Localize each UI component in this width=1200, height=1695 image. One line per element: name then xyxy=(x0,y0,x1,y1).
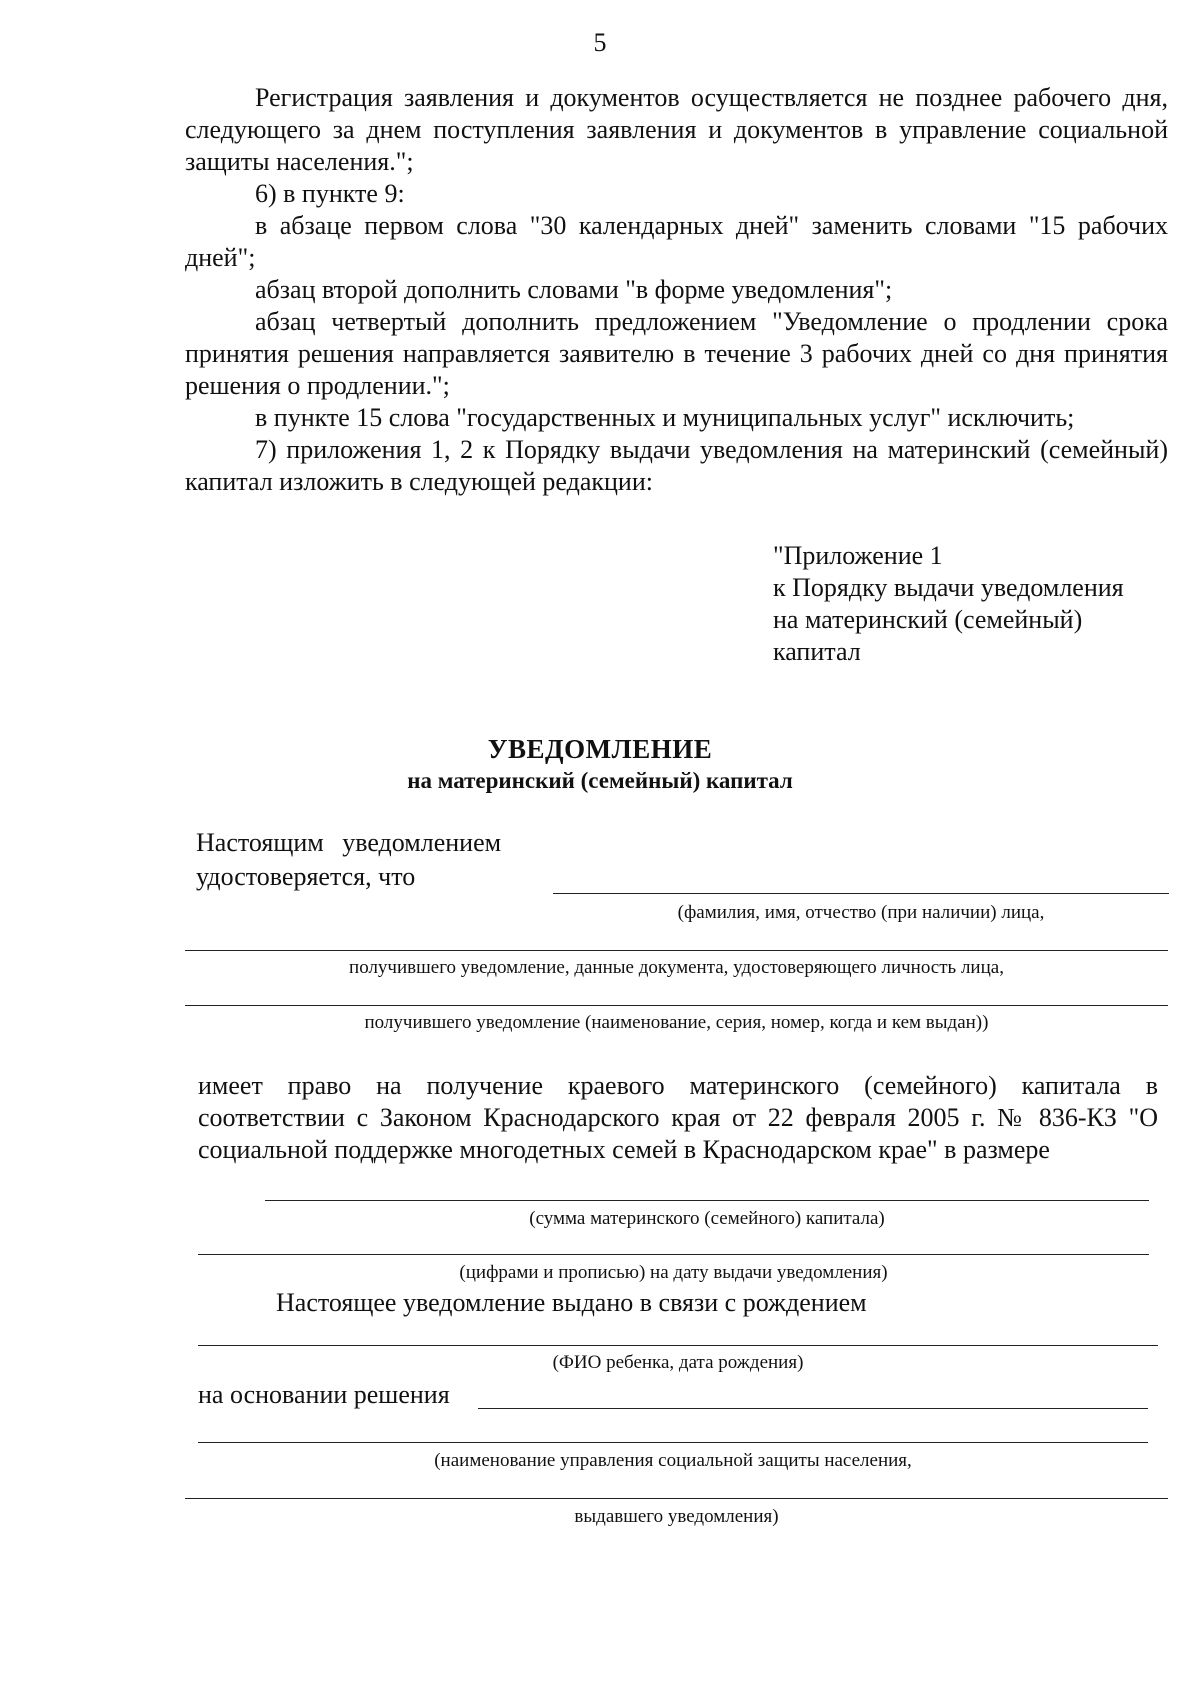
hint-sum: (сумма материнского (семейного) капитала) xyxy=(529,1208,885,1229)
body-text xyxy=(185,82,1168,498)
paragraph: абзац четвертый дополнить предложением "Уведомление о продлении срока принятия решения направляется заявителю в течение 3 рабочих дней со дня принятия решения о продлении."; xyxy=(185,307,1168,400)
hint-child: (ФИО ребенка, дата рождения) xyxy=(552,1352,804,1373)
paragraph: абзац второй дополнить словами "в форме уведомления"; xyxy=(255,275,893,304)
appendix-line: капитал xyxy=(773,637,861,666)
blank-line xyxy=(553,893,1169,894)
hint-org-2: выдавшего уведомления) xyxy=(574,1506,779,1527)
intro-line-2: удостоверяется, что xyxy=(196,862,416,891)
hint-doc-1: получившего уведомление, данные документа, удостоверяющего личность лица, xyxy=(349,957,1004,978)
appendix-line: к Порядку выдачи уведомления xyxy=(773,573,1124,602)
paragraph: в абзаце первом слова "30 календарных дней" заменить словами "15 рабочих дней"; xyxy=(185,211,1168,272)
hint-fio: (фамилия, имя, отчество (при наличии) лица, xyxy=(677,902,1045,923)
blank-line xyxy=(265,1200,1149,1201)
blank-line xyxy=(185,1005,1168,1006)
blank-line xyxy=(198,1442,1148,1443)
paragraph: 7) приложения 1, 2 к Порядку выдачи уведомления на материнский (семейный) капитал изложить в следующей редакции: xyxy=(185,435,1168,496)
rights-paragraph: имеет право на получение краевого материнского (семейного) капитала в соответствии с Законом Краснодарского края от 22 февраля 2005 г. № 836-КЗ "О социальной поддержке многодетных семей в Краснодарском крае" в размере xyxy=(198,1071,1158,1164)
page-number: 5 xyxy=(593,28,607,57)
blank-line xyxy=(198,1345,1158,1346)
hint-org-1: (наименование управления социальной защиты населения, xyxy=(434,1450,912,1471)
paragraph: 6) в пункте 9: xyxy=(255,179,405,208)
birth-text: Настоящее уведомление выдано в связи с рождением xyxy=(276,1288,867,1317)
blank-line xyxy=(478,1408,1148,1409)
appendix-line: "Приложение 1 xyxy=(773,541,943,570)
paragraph: в пункте 15 слова "государственных и муниципальных услуг" исключить; xyxy=(255,403,1075,432)
intro-line-1: Настоящим уведомлением xyxy=(196,828,502,857)
notice-subtitle: на материнский (семейный) капитал xyxy=(407,768,793,793)
hint-sum-2: (цифрами и прописью) на дату выдачи уведомления) xyxy=(459,1262,888,1283)
hint-doc-2: получившего уведомление (наименование, серия, номер, когда и кем выдан)) xyxy=(364,1012,989,1033)
notice-title: УВЕДОМЛЕНИЕ xyxy=(487,734,713,764)
blank-line xyxy=(185,950,1168,951)
appendix-line: на материнский (семейный) xyxy=(773,605,1083,634)
decision-label: на основании решения xyxy=(198,1380,450,1409)
paragraph: Регистрация заявления и документов осуществляется не позднее рабочего дня, следующего за днем поступления заявления и документов в управление социальной защиты населения."; xyxy=(185,83,1168,176)
appendix-reference xyxy=(773,540,1124,668)
blank-line xyxy=(198,1254,1149,1255)
blank-line xyxy=(185,1498,1168,1499)
